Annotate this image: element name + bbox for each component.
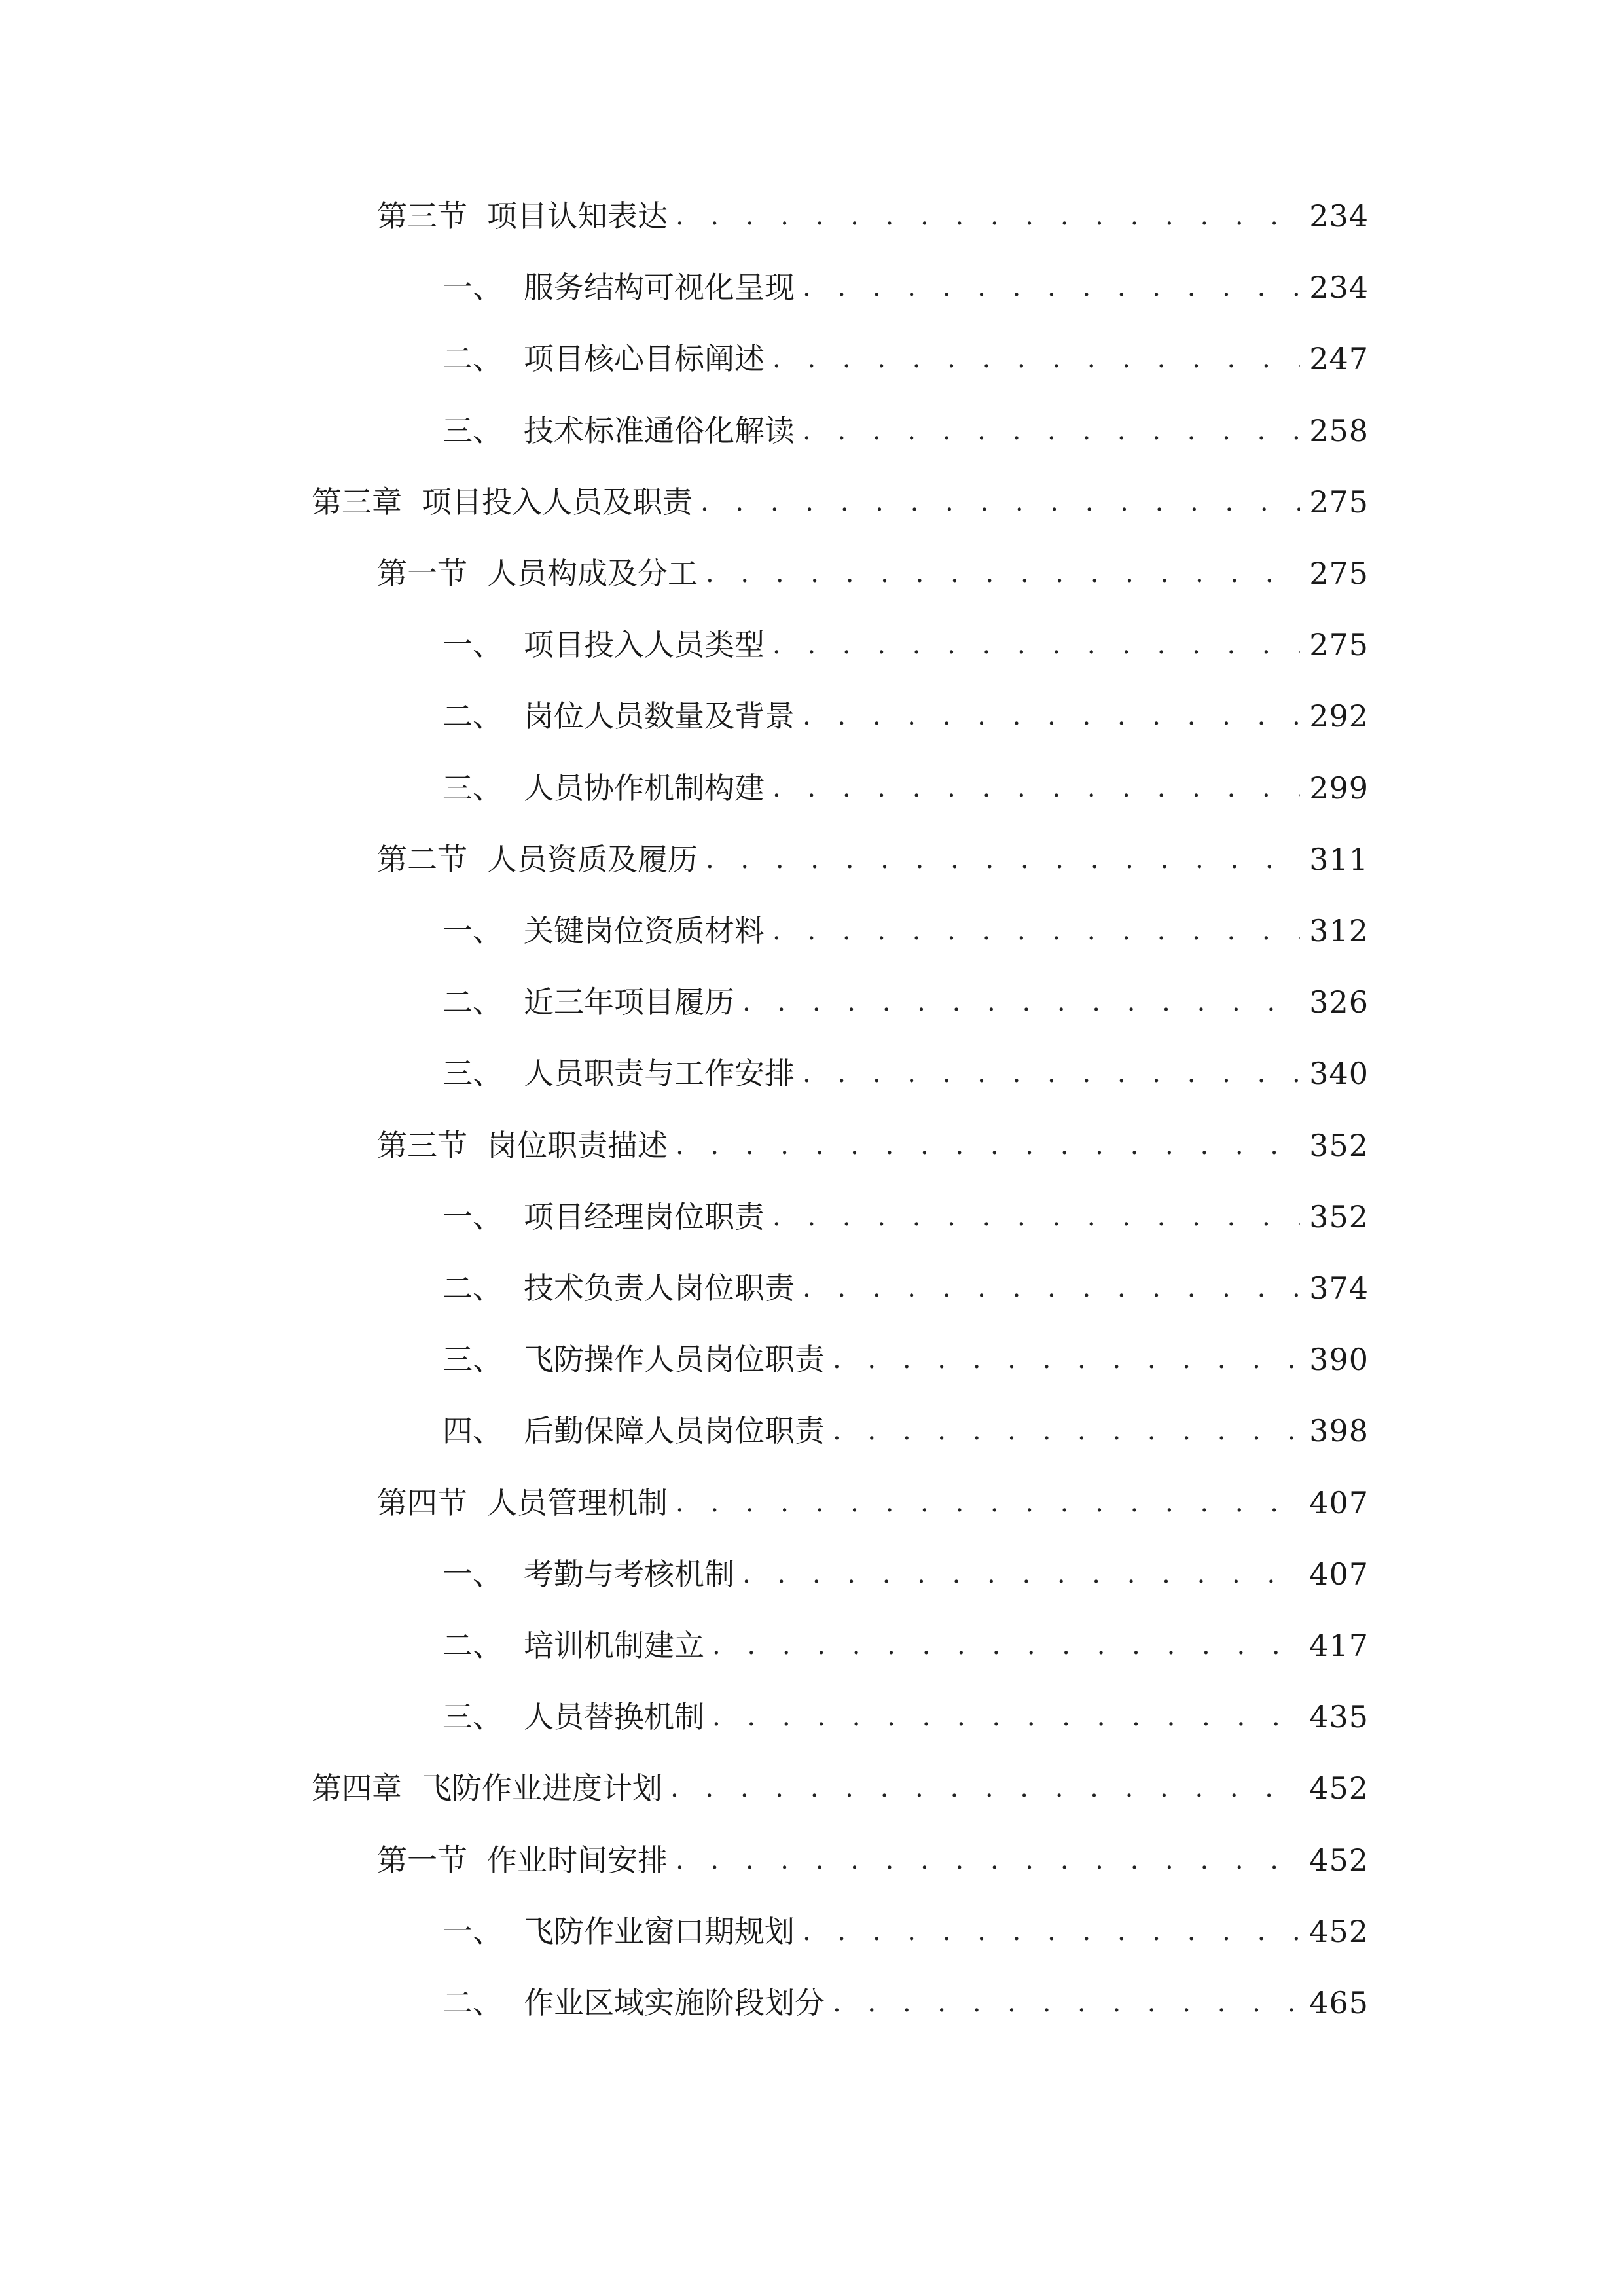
toc-entry-number: 第三章 <box>312 484 402 520</box>
toc-entry-number: 一、 <box>442 913 503 948</box>
toc-entry-title: 岗位职责描述 <box>487 1128 668 1163</box>
dot-leader <box>772 905 1300 957</box>
toc-entry-title: 人员管理机制 <box>487 1485 668 1520</box>
toc-entry-page-number: 326 <box>1309 984 1369 1020</box>
dot-leader <box>772 332 1300 385</box>
toc-entry[interactable] <box>312 1762 1369 1814</box>
toc-entry[interactable] <box>442 1405 1369 1457</box>
toc-entry[interactable] <box>442 976 1369 1028</box>
toc-entry-page-number: 417 <box>1309 1628 1369 1663</box>
toc-entry-title: 作业区域实施阶段划分 <box>524 1985 825 2020</box>
toc-entry-number: 一、 <box>442 1199 503 1234</box>
toc-entry[interactable] <box>442 1191 1369 1243</box>
toc-entry-title: 关键岗位资质材料 <box>524 913 765 948</box>
toc-entry[interactable] <box>377 190 1369 242</box>
toc-entry-page-number: 465 <box>1309 1985 1369 2020</box>
toc-entry-number: 第一节 <box>377 1842 467 1878</box>
toc-entry-number: 第四节 <box>377 1485 467 1520</box>
toc-entry[interactable] <box>442 690 1369 742</box>
toc-entry-page-number: 299 <box>1309 770 1369 806</box>
toc-entry-page-number: 352 <box>1309 1128 1369 1163</box>
dot-leader <box>803 690 1300 742</box>
toc-entry-title: 人员资质及履历 <box>487 842 698 877</box>
toc-entry-number: 三、 <box>442 1699 503 1734</box>
toc-entry-title: 技术标准通俗化解读 <box>524 413 795 448</box>
toc-entry[interactable] <box>442 1905 1369 1958</box>
toc-entry[interactable] <box>442 905 1369 957</box>
dot-leader <box>706 547 1300 600</box>
dot-leader <box>700 476 1300 528</box>
toc-entry-title: 飞防作业窗口期规划 <box>524 1914 795 1949</box>
dot-leader <box>712 1691 1300 1743</box>
toc-entry-title: 人员协作机制构建 <box>524 770 765 806</box>
toc-entry-title: 服务结构可视化呈现 <box>524 270 795 305</box>
toc-entry-page-number: 407 <box>1309 1556 1369 1592</box>
toc-entry-title: 培训机制建立 <box>524 1628 704 1663</box>
toc-entry[interactable] <box>442 404 1369 457</box>
toc-entry[interactable] <box>442 1262 1369 1314</box>
toc-entry[interactable] <box>377 1477 1369 1529</box>
toc-entry-title: 飞防作业进度计划 <box>422 1770 662 1806</box>
toc-entry-page-number: 374 <box>1309 1270 1369 1306</box>
toc-entry-title: 人员替换机制 <box>524 1699 704 1734</box>
toc-entry-page-number: 452 <box>1309 1914 1369 1949</box>
dot-leader <box>706 833 1300 886</box>
toc-entry-number: 二、 <box>442 1628 503 1663</box>
toc-entry[interactable] <box>442 762 1369 814</box>
toc-entry-title: 作业时间安排 <box>487 1842 668 1878</box>
toc-entry-page-number: 234 <box>1309 270 1369 305</box>
dot-leader <box>803 261 1300 314</box>
toc-entry-page-number: 275 <box>1309 484 1369 520</box>
dot-leader <box>772 762 1300 814</box>
dot-leader <box>676 1477 1300 1529</box>
toc-entry-number: 二、 <box>442 341 503 376</box>
toc-entry-page-number: 292 <box>1309 698 1369 734</box>
toc-entry[interactable] <box>442 1548 1369 1600</box>
toc-entry[interactable] <box>377 547 1369 600</box>
toc-entry[interactable] <box>442 1047 1369 1100</box>
toc-entry-number: 一、 <box>442 270 503 305</box>
toc-entry[interactable] <box>442 332 1369 385</box>
toc-entry-page-number: 247 <box>1309 341 1369 376</box>
toc-entry-title: 人员构成及分工 <box>487 556 698 591</box>
toc-entry-page-number: 275 <box>1309 627 1369 662</box>
toc-entry[interactable] <box>442 1977 1369 2029</box>
dot-leader <box>742 976 1300 1028</box>
toc-entry-title: 项目投入人员及职责 <box>422 484 693 520</box>
dot-leader <box>803 1262 1300 1314</box>
toc-entry[interactable] <box>377 833 1369 886</box>
toc-entry-page-number: 275 <box>1309 556 1369 591</box>
toc-entry-page-number: 452 <box>1309 1842 1369 1878</box>
toc-entry[interactable] <box>442 619 1369 671</box>
toc-entry-number: 三、 <box>442 413 503 448</box>
dot-leader <box>772 619 1300 671</box>
toc-entry-title: 近三年项目履历 <box>524 984 734 1020</box>
toc-entry-page-number: 352 <box>1309 1199 1369 1234</box>
dot-leader <box>676 1119 1300 1172</box>
toc-entry-number: 二、 <box>442 698 503 734</box>
toc-entry-page-number: 258 <box>1309 413 1369 448</box>
toc-entry-title: 项目投入人员类型 <box>524 627 765 662</box>
toc-entry-page-number: 398 <box>1309 1413 1369 1448</box>
toc-entry-title: 飞防操作人员岗位职责 <box>524 1342 825 1377</box>
dot-leader <box>803 1905 1300 1958</box>
toc-entry-number: 二、 <box>442 984 503 1020</box>
dot-leader <box>676 190 1300 242</box>
dot-leader <box>712 1619 1300 1672</box>
toc-entry-number: 三、 <box>442 1342 503 1377</box>
toc-entry-title: 考勤与考核机制 <box>524 1556 734 1592</box>
toc-entry-page-number: 452 <box>1309 1770 1369 1806</box>
toc-entry[interactable] <box>442 1619 1369 1672</box>
dot-leader <box>742 1548 1300 1600</box>
toc-entry-title: 技术负责人岗位职责 <box>524 1270 795 1306</box>
toc-entry-number: 第三节 <box>377 1128 467 1163</box>
toc-entry-page-number: 312 <box>1309 913 1369 948</box>
dot-leader <box>803 404 1300 457</box>
dot-leader <box>833 1977 1300 2029</box>
toc-entry[interactable] <box>442 261 1369 314</box>
toc-entry-number: 二、 <box>442 1270 503 1306</box>
toc-entry-title: 项目认知表达 <box>487 198 668 234</box>
toc-entry-title: 项目核心目标阐述 <box>524 341 765 376</box>
toc-entry-page-number: 340 <box>1309 1056 1369 1091</box>
toc-entry-number: 一、 <box>442 1914 503 1949</box>
toc-entry[interactable] <box>442 1333 1369 1386</box>
toc-entry-number: 四、 <box>442 1413 503 1448</box>
toc-entry-number: 三、 <box>442 770 503 806</box>
dot-leader <box>833 1333 1300 1386</box>
dot-leader <box>833 1405 1300 1457</box>
dot-leader <box>670 1762 1300 1814</box>
dot-leader <box>803 1047 1300 1100</box>
dot-leader <box>676 1834 1300 1886</box>
toc-entry-number: 一、 <box>442 1556 503 1592</box>
toc-entry-title: 项目经理岗位职责 <box>524 1199 765 1234</box>
toc-entry-number: 三、 <box>442 1056 503 1091</box>
toc-entry-page-number: 311 <box>1309 842 1369 877</box>
toc-entry-number: 第二节 <box>377 842 467 877</box>
toc-entry-page-number: 407 <box>1309 1485 1369 1520</box>
toc-entry-number: 二、 <box>442 1985 503 2020</box>
toc-entry-number: 第三节 <box>377 198 467 234</box>
toc-entry[interactable] <box>442 1691 1369 1743</box>
toc-entry-page-number: 435 <box>1309 1699 1369 1734</box>
toc-entry-number: 一、 <box>442 627 503 662</box>
toc-entry-number: 第四章 <box>312 1770 402 1806</box>
toc-entry-title: 后勤保障人员岗位职责 <box>524 1413 825 1448</box>
dot-leader <box>772 1191 1300 1243</box>
toc-entry-number: 第一节 <box>377 556 467 591</box>
toc-entry[interactable] <box>377 1119 1369 1172</box>
toc-entry[interactable] <box>312 476 1369 528</box>
toc-entry-page-number: 390 <box>1309 1342 1369 1377</box>
toc-entry-title: 人员职责与工作安排 <box>524 1056 795 1091</box>
toc-entry[interactable] <box>377 1834 1369 1886</box>
toc-entry-page-number: 234 <box>1309 198 1369 234</box>
toc-entry-title: 岗位人员数量及背景 <box>524 698 795 734</box>
